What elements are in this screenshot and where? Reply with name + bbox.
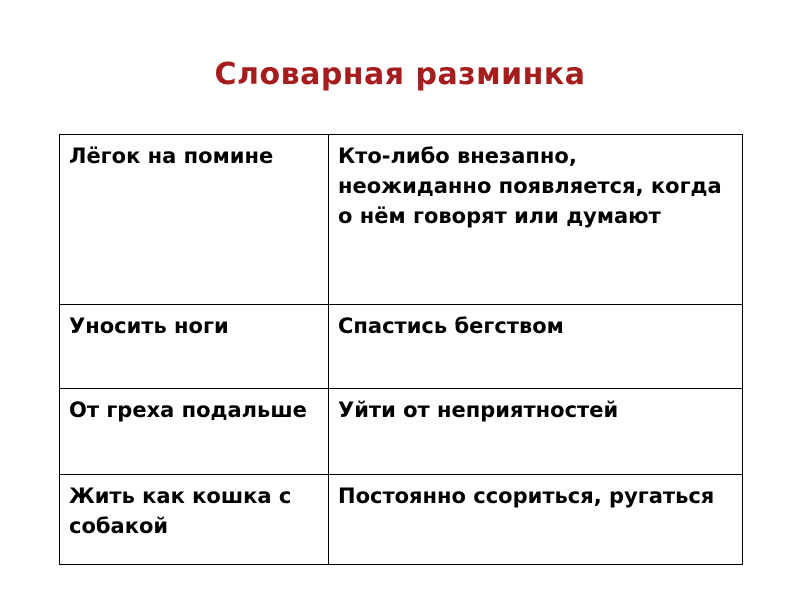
meaning-cell: Спастись бегством xyxy=(329,305,743,389)
table-row xyxy=(60,475,743,565)
vocabulary-table xyxy=(59,134,743,565)
table-row xyxy=(60,389,743,475)
phrase-cell: От греха подальше xyxy=(60,389,329,475)
phrase-cell: Лёгок на помине xyxy=(60,135,329,305)
meaning-cell: Постоянно ссориться, ругаться xyxy=(329,475,743,565)
meaning-cell: Кто-либо внезапно, неожиданно появляется, когда о нём говорят или думают xyxy=(329,135,743,305)
phrase-cell: Жить как кошка с собакой xyxy=(60,475,329,565)
table-row xyxy=(60,135,743,305)
page-title: Словарная разминка xyxy=(214,57,586,92)
table-row xyxy=(60,305,743,389)
meaning-cell: Уйти от неприятностей xyxy=(329,389,743,475)
phrase-cell: Уносить ноги xyxy=(60,305,329,389)
